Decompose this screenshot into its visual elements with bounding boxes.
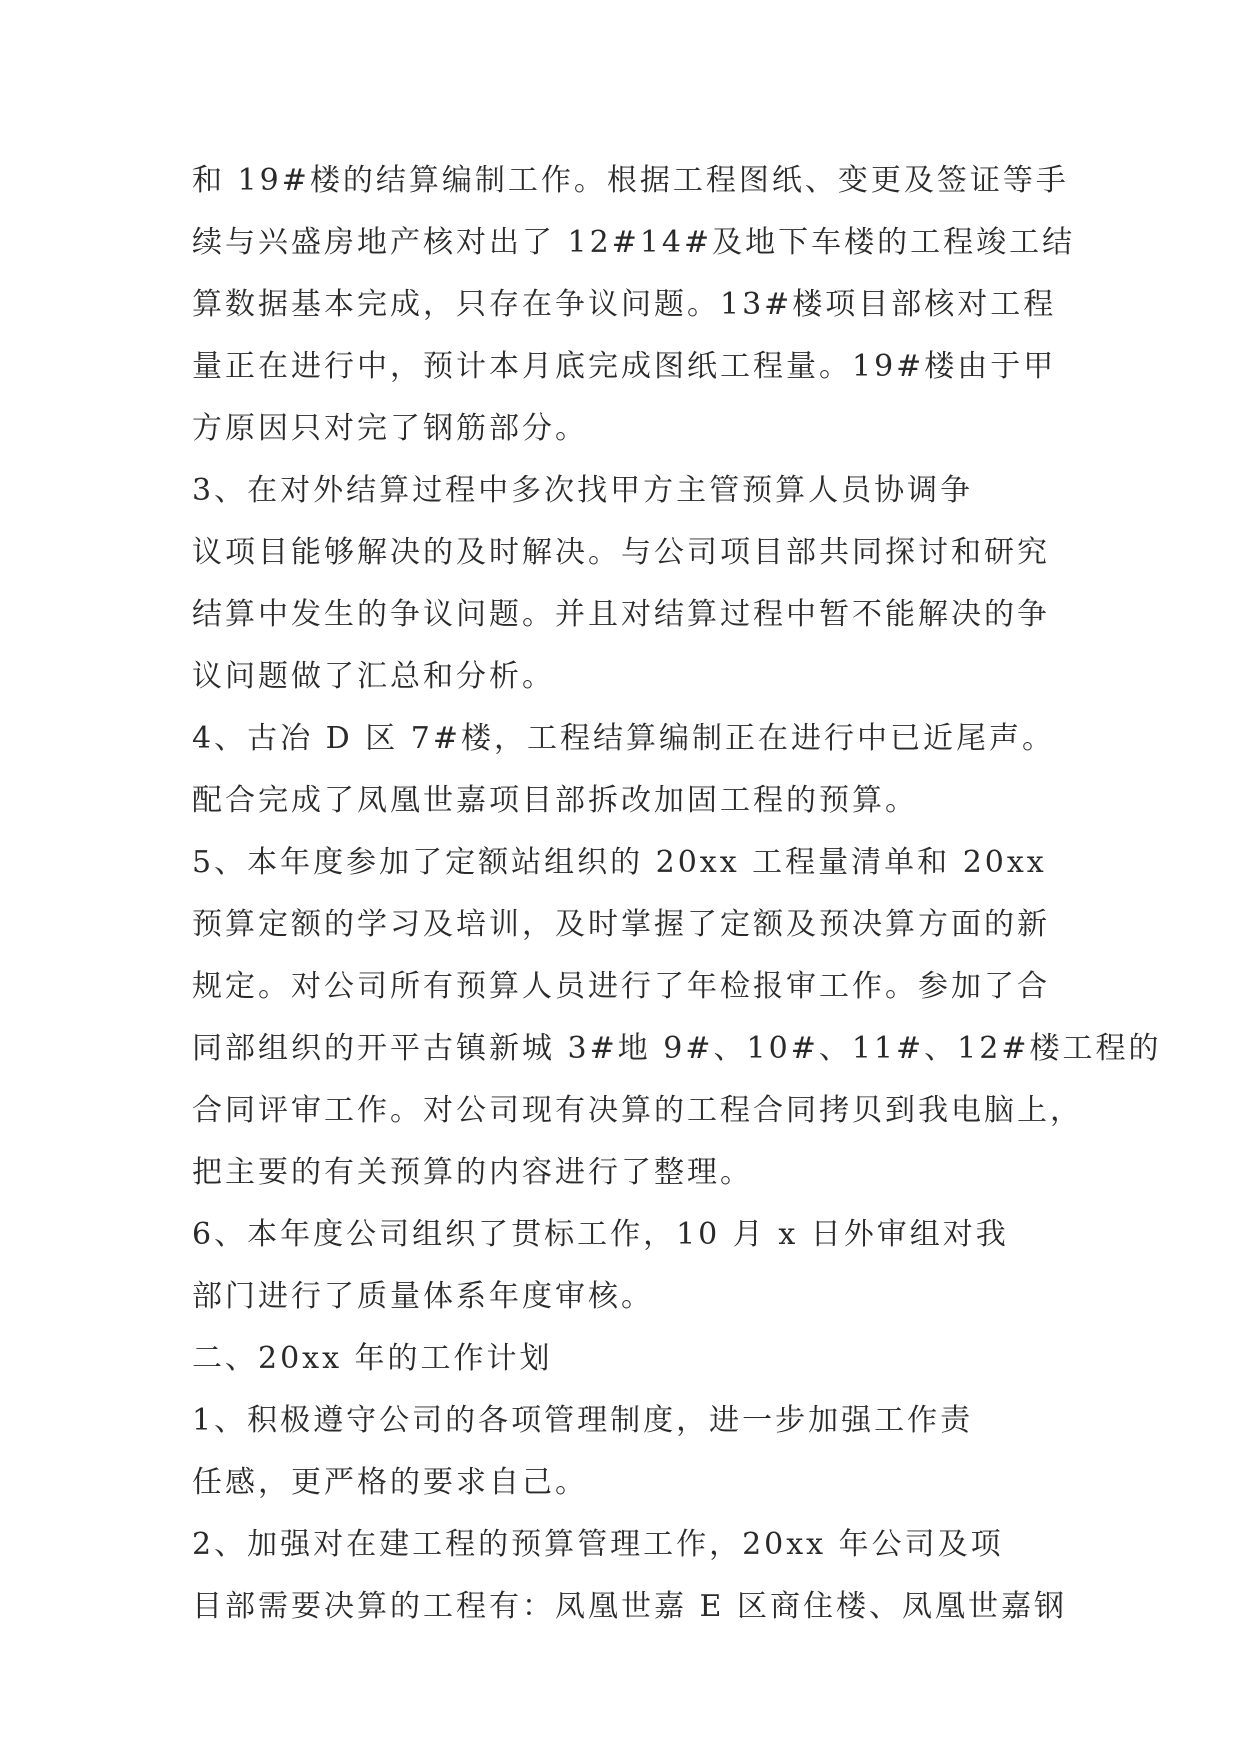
text-line: 议项目能够解决的及时解决。与公司项目部共同探讨和研究 [192,535,1050,570]
text-line: 规定。对公司所有预算人员进行了年检报审工作。参加了合 [192,969,1050,1004]
text-line: 结算中发生的争议问题。并且对结算过程中暂不能解决的争 [192,597,1050,632]
paragraph-start-line: 5、本年度参加了定额站组织的 20xx 工程量清单和 20xx [192,845,1047,880]
paragraph-start-line: 2、加强对在建工程的预算管理工作，20xx 年公司及项 [192,1527,1004,1562]
text-line: 目部需要决算的工程有：凤凰世嘉 E 区商住楼、凤凰世嘉钢 [192,1589,1067,1624]
paragraph-start-line: 3、在对外结算过程中多次找甲方主管预算人员协调争 [192,473,974,508]
paragraph-start-line: 4、古冶 D 区 7#楼，工程结算编制正在进行中已近尾声。 [192,721,1055,756]
text-line: 部门进行了质量体系年度审核。 [192,1279,654,1314]
text-line: 算数据基本完成，只存在争议问题。13#楼项目部核对工程 [192,287,1057,322]
paragraph-start-line: 1、积极遵守公司的各项管理制度，进一步加强工作责 [192,1403,974,1438]
text-line: 议问题做了汇总和分析。 [192,659,555,694]
text-line: 合同评审工作。对公司现有决算的工程合同拷贝到我电脑上， [192,1093,1083,1128]
text-line: 和 19#楼的结算编制工作。根据工程图纸、变更及签证等手 [192,163,1069,198]
document-body [192,150,1162,1638]
text-line: 续与兴盛房地产核对出了 12#14#及地下车楼的工程竣工结 [192,225,1076,260]
text-line: 把主要的有关预算的内容进行了整理。 [192,1155,753,1190]
section-heading: 二、20xx 年的工作计划 [192,1341,553,1376]
text-line: 预算定额的学习及培训，及时掌握了定额及预决算方面的新 [192,907,1050,942]
text-line: 任感，更严格的要求自己。 [192,1465,588,1500]
text-line: 同部组织的开平古镇新城 3#地 9#、10#、11#、12#楼工程的 [192,1031,1162,1066]
text-line: 量正在进行中，预计本月底完成图纸工程量。19#楼由于甲 [192,349,1057,384]
text-line: 配合完成了凤凰世嘉项目部拆改加固工程的预算。 [192,783,918,818]
text-line: 方原因只对完了钢筋部分。 [192,411,588,446]
paragraph-start-line: 6、本年度公司组织了贯标工作，10 月 x 日外审组对我 [192,1217,1009,1252]
